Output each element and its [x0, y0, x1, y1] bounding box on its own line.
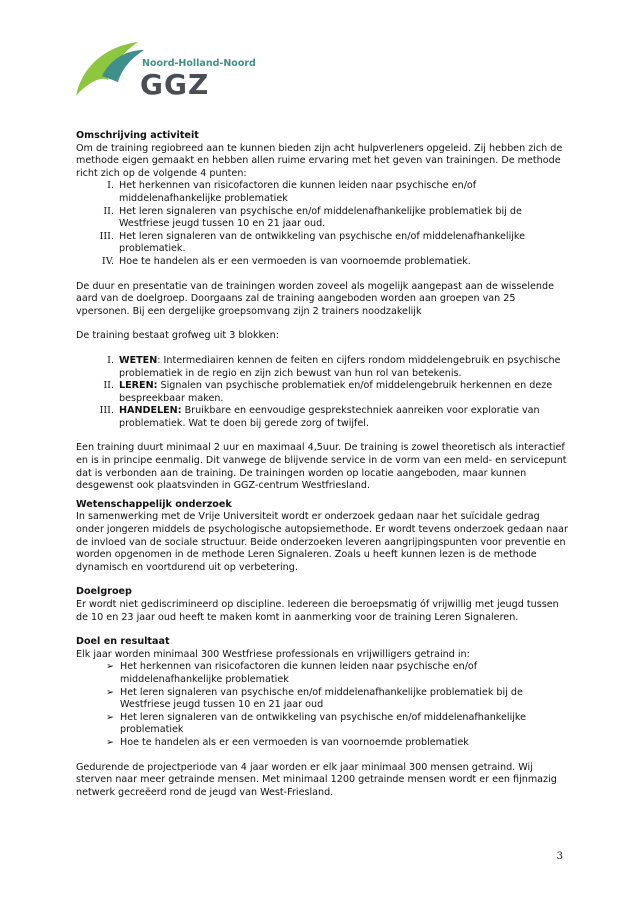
- heading-doel: Doel en resultaat: [76, 636, 170, 648]
- heading-omschrijving: Omschrijving activiteit: [76, 130, 199, 141]
- doel-list: [76, 661, 568, 749]
- heading-doelgroep: Doelgroep: [76, 586, 132, 598]
- ggz-logo: [72, 36, 256, 101]
- list-item: I. Het herkennen van risicofactoren die kunnen leiden naar psychische en/of middelenafhankelijke problematiek: [107, 180, 477, 204]
- blokken-list: [76, 355, 568, 431]
- list-item: ➢ Het leren signaleren van de ontwikkeling van psychische en/of middelenafhankelijke problematiek: [76, 712, 568, 737]
- doel-intro: Elk jaar worden minimaal 300 Westfriese professionals en vrijwilligers getraind in:: [76, 648, 470, 660]
- arrow-bullet-icon: ➢: [105, 711, 114, 723]
- arrow-bullet-icon: ➢: [105, 661, 114, 673]
- doel-slot-paragraph: Gedurende de projectperiode van 4 jaar worden er elk jaar minimaal 300 mensen getraind. Wij sterven naar meer getrainde mensen. Met minimaal 1200 getrainde mensen wordt er een fijnmazig netwerk gecreëerd rond de jeugd van West-Friesland.: [76, 761, 557, 798]
- list-item: III. Het leren signaleren van de ontwikkeling van psychische en/of middelenafhankelijke problematiek.: [99, 230, 526, 255]
- list-item: ➢ Het herkennen van risicofactoren die kunnen leiden naar psychische en/of middelenafhankelijke problematiek: [76, 661, 568, 686]
- blokken-intro: De training bestaat grofweg uit 3 blokken:: [76, 330, 279, 342]
- points-list: [76, 180, 568, 268]
- list-item: III. HANDELEN: Bruikbare en eenvoudige gesprekstechniek aanreiken voor exploratie van problematiek. Wat te doen bij gerede zorg of twijfel.: [99, 405, 540, 429]
- document-body: [76, 130, 568, 799]
- arrow-bullet-icon: ➢: [105, 686, 114, 698]
- list-item: ➢ Het leren signaleren van psychische en/of middelenafhankelijke problematiek bij de Westfriese jeugd tussen 10 en 21 jaar oud: [76, 687, 568, 712]
- training-duur-paragraph: Een training duurt minimaal 2 uur en maximaal 4,5uur. De training is zowel theoretisch als interactief en is in principe eenmalig. Dit vanwege de blijvende service in de vorm van een meld- en servicepunt dat is verbonden aan de training. De trainingen worden op locatie aangeboden, maar kunnen desgewenst ook plaatsvinden in GGZ-centrum Westfriesland.: [76, 442, 567, 492]
- omschrijving-intro: Om de training regiobreed aan te kunnen bieden zijn acht hulpverleners opgeleid. Zij hebben zich de methode eigen gemaakt en hebben allen ruime ervaring met het geven van trainingen. De methode richt zich op de volgende 4 punten:: [76, 142, 563, 179]
- onderzoek-paragraph: In samenwerking met de Vrije Universiteit wordt er onderzoek gedaan naar het suïcidale gedrag onder jongeren middels de psychologische autopsiemethode. Er wordt tevens onderzoek gedaan naar de invloed van de sociale structuur. Beide onderzoeken leveren aangrijpingspunten voor preventie en worden opgenomen in de methode Leren Signaleren. Zoals u heeft kunnen lezen is de methode dynamisch en voortdurend uit op verbetering.: [76, 511, 568, 573]
- duur-paragraph: De duur en presentatie van de trainingen worden zoveel als mogelijk aangepast aan de wisselende aard van de doelgroep. Doorgaans zal de training aangeboden worden aan groepen van 25 vpersonen. Bij een dergelijke groepsomvang zijn 2 trainers noodzakelijk: [76, 280, 554, 317]
- list-item: II. Het leren signaleren van psychische en/of middelenafhankelijke problematiek bij de Westfriese jeugd tussen 10 en 21 jaar oud.: [103, 205, 522, 230]
- ggz-logo-mark: [72, 36, 256, 101]
- logo-main-text: GGZ: [140, 68, 210, 101]
- list-item: ➢ Hoe te handelen als er een vermoeden is van voornoemde problematiek: [76, 737, 568, 750]
- list-item: II. LEREN: Signalen van psychische problematiek en/of middelengebruik herkennen en deze bespreekbaar maken.: [103, 380, 553, 404]
- doelgroep-paragraph: Er wordt niet gediscrimineerd op discipline. Iedereen die beroepsmatig óf vrijwillig met jeugd tussen de 10 en 23 jaar oud heeft te maken komt in aanmerking voor de training Leren Signaleren.: [76, 599, 559, 623]
- page-number: 3: [556, 851, 563, 862]
- list-item: IV. Hoe te handelen als er een vermoeden is van voornoemde problematiek.: [101, 255, 471, 267]
- list-item: I. WETEN: Intermediairen kennen de feiten en cijfers rondom middelengebruik en psychische problematiek in de regio en zijn zich bewust van hun rol van betekenis.: [107, 354, 561, 379]
- logo-top-text: Noord-Holland-Noord: [142, 58, 256, 69]
- heading-onderzoek: Wetenschappelijk onderzoek: [76, 498, 232, 510]
- arrow-bullet-icon: ➢: [105, 736, 114, 748]
